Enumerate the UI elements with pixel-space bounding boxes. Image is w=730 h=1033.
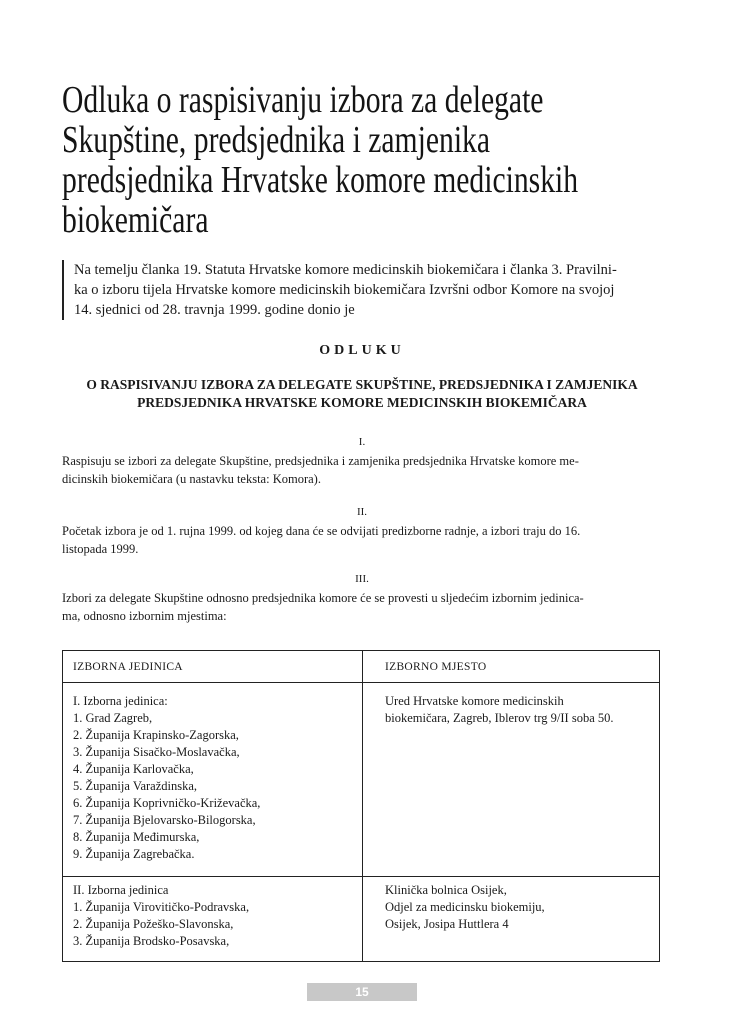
unit-line: 2. Županija Požeško-Slavonska, bbox=[73, 917, 234, 931]
decision-heading: ODLUKU bbox=[319, 343, 405, 358]
preamble-line: 14. sjednici od 28. travnja 1999. godine donio je bbox=[74, 302, 355, 318]
preamble-paragraph bbox=[62, 260, 674, 320]
unit-line: 5. Županija Varaždinska, bbox=[73, 779, 198, 793]
section-line: listopada 1999. bbox=[62, 542, 139, 556]
section-text-3 bbox=[62, 589, 662, 625]
table-cell-place-1 bbox=[385, 693, 614, 727]
decision-subtitle-line: O RASPISIVANJU IZBORA ZA DELEGATE SKUPŠTINE, PREDSJEDNIKA I ZAMJENIKA bbox=[86, 377, 638, 392]
unit-line: II. Izborna jedinica bbox=[73, 883, 169, 897]
preamble-line: ka o izboru tijela Hrvatske komore medicinskih biokemičara Izvršni odbor Komore na svojoj bbox=[74, 282, 615, 298]
title-line: biokemičara bbox=[62, 199, 209, 241]
table-cell-unit-2 bbox=[73, 882, 249, 950]
electoral-units-table bbox=[62, 650, 660, 962]
section-number-2: II. bbox=[356, 506, 368, 518]
section-line: dicinskih biokemičara (u nastavku teksta: Komora). bbox=[62, 472, 321, 486]
decision-subtitle-line: PREDSJEDNIKA HRVATSKE KOMORE MEDICINSKIH BIOKEMIČARA bbox=[137, 395, 587, 410]
place-line: Odjel za medicinsku biokemiju, bbox=[385, 900, 545, 914]
unit-line: 6. Županija Koprivničko-Križevačka, bbox=[73, 796, 261, 810]
decision-subtitle bbox=[62, 376, 662, 412]
section-line: Početak izbora je od 1. rujna 1999. od kojeg dana će se odvijati predizborne radnje, a izbori traju do 16. bbox=[62, 524, 581, 538]
place-line: biokemičara, Zagreb, Iblerov trg 9/II soba 50. bbox=[385, 711, 614, 725]
table-header-place: IZBORNO MJESTO bbox=[385, 661, 487, 673]
unit-line: 9. Županija Zagrebačka. bbox=[73, 847, 195, 861]
place-line: Klinička bolnica Osijek, bbox=[385, 883, 507, 897]
title-line: predsjednika Hrvatske komore medicinskih bbox=[62, 159, 579, 201]
table-row-divider bbox=[63, 876, 659, 877]
table-header-unit: IZBORNA JEDINICA bbox=[73, 661, 183, 673]
unit-line: 3. Županija Brodsko-Posavska, bbox=[73, 934, 230, 948]
preamble-line: Na temelju članka 19. Statuta Hrvatske komore medicinskih biokemičara i članka 3. Pravilni- bbox=[74, 262, 617, 278]
place-line: Osijek, Josipa Huttlera 4 bbox=[385, 917, 509, 931]
section-text-1 bbox=[62, 452, 662, 488]
title-line: Skupštine, predsjednika i zamjenika bbox=[62, 119, 491, 161]
section-number-1: I. bbox=[358, 436, 366, 448]
unit-line: 4. Županija Karlovačka, bbox=[73, 762, 194, 776]
title-line: Odluka o raspisivanju izbora za delegate bbox=[62, 79, 544, 121]
table-column-divider bbox=[362, 651, 363, 961]
table-header-divider bbox=[63, 682, 659, 683]
place-line: Ured Hrvatske komore medicinskih bbox=[385, 694, 564, 708]
page-title bbox=[62, 80, 682, 240]
table-cell-place-2 bbox=[385, 882, 545, 933]
unit-line: 2. Županija Krapinsko-Zagorska, bbox=[73, 728, 239, 742]
unit-line: 3. Županija Sisačko-Moslavačka, bbox=[73, 745, 240, 759]
table-cell-unit-1 bbox=[73, 693, 260, 863]
section-line: Raspisuju se izbori za delegate Skupštine, predsjednika i zamjenika predsjednika Hrvatske komore me- bbox=[62, 454, 579, 468]
unit-line: 7. Županija Bjelovarsko-Bilogorska, bbox=[73, 813, 256, 827]
section-line: ma, odnosno izbornim mjestima: bbox=[62, 609, 227, 623]
unit-line: 8. Županija Međimurska, bbox=[73, 830, 200, 844]
unit-line: 1. Grad Zagreb, bbox=[73, 711, 153, 725]
unit-line: I. Izborna jedinica: bbox=[73, 694, 168, 708]
section-number-3: III. bbox=[355, 573, 369, 585]
section-text-2 bbox=[62, 522, 662, 558]
unit-line: 1. Županija Virovitičko-Podravska, bbox=[73, 900, 250, 914]
section-line: Izbori za delegate Skupštine odnosno predsjednika komore će se provesti u sljedećim izbornim jedinica- bbox=[62, 591, 584, 605]
page-number-bar bbox=[307, 983, 417, 1001]
page-number: 15 bbox=[355, 985, 369, 999]
